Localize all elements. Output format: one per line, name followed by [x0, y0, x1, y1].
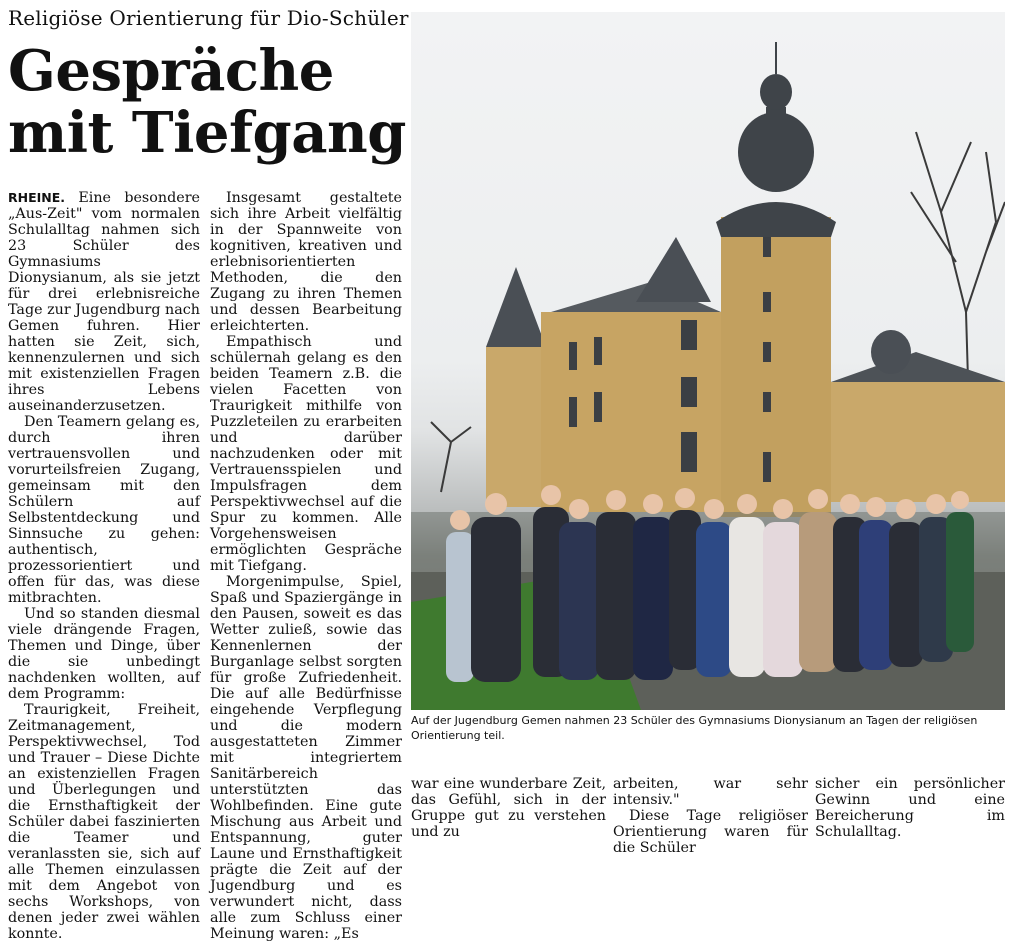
column-4-text-b: Diese Tage religiöser Orientierung waren für die Schüler: [613, 808, 808, 856]
big-tower: [721, 217, 831, 517]
castle-photo-illustration: [411, 12, 1005, 710]
article-kicker: Religiöse Orientierung für Dio-Schüler: [8, 6, 409, 30]
onion-top: [760, 74, 792, 110]
left-tower-roof: [486, 267, 546, 347]
big-tower-roof: [716, 202, 836, 237]
column-1-paragraph-1: [8, 190, 200, 414]
column-2-paragraph-1: Insgesamt gestaltete sich ihre Arbeit vielfältig in der Spannweite von kognitiven, kreativen und erlebnisorientierten Methoden, die den Zugang zu ihren Themen und dessen Bearbeitung erleichterten.: [210, 190, 402, 334]
gable-roof: [636, 237, 711, 302]
article-column-4: [613, 776, 808, 856]
column-5-text: sicher ein persönlicher Gewinn und eine Bereicherung im Schulalltag.: [815, 776, 1005, 840]
photo-caption: Auf der Jugendburg Gemen nahmen 23 Schüler des Gymnasiums Dionysianum an Tagen der religiösen Orientierung teil.: [411, 714, 978, 742]
headline-line-1: Gespräche: [8, 38, 334, 104]
left-tower: [486, 347, 546, 507]
article-column-2: [210, 190, 402, 942]
article-column-3: [411, 776, 606, 840]
column-3-text: war eine wunderbare Zeit, das Gefühl, sich in der Gruppe gut zu verstehen und zu: [411, 776, 606, 840]
article-headline: [8, 40, 408, 164]
column-2-paragraph-3: Morgenimpulse, Spiel, Spaß und Spaziergänge in den Pausen, soweit es das Wetter zuließ, sowie das Kennenlernen der Burganlage selbst sorgten für große Zufriedenheit. Die auf alle Bedürfnisse eingehende Verpflegung und die modern ausgestatteten Zimmer mit integriertem Sanitärbereich unterstützten das Wohlbefinden. Eine gute Mischung aus Arbeit und Entspannung, guter Laune und Ernsthaftigkeit prägte die Zeit auf der Jugendburg und es verwundert nicht, dass alle zum Schluss einer Meinung waren: „Es: [210, 574, 402, 942]
column-1-paragraph-3: Und so standen diesmal viele drängende Fragen, Themen und Dinge, über die sie unbedingt nachdenken wollten, auf dem Programm:: [8, 606, 200, 702]
column-4-text-a: arbeiten, war sehr intensiv.": [613, 776, 808, 808]
column-1-paragraph-2: Den Teamern gelang es, durch ihren vertrauensvollen und vorurteilsfreien Zugang, gemeinsam mit den Schülern auf Selbstentdeckung und Sinnsuche zu gehen: authentisch, prozessorientiert und offen für das, was diese mitbrachten.: [8, 414, 200, 606]
right-wing-roof: [831, 352, 1005, 382]
column-2-paragraph-2: Empathisch und schülernah gelang es den beiden Teamern z.B. die vielen Facetten von Traurigkeit mithilfe von Puzzleteilen zu erarbeiten und darüber nachzudenken oder mit Vertrauensspielen und Impulsfragen dem Perspektivwechsel auf die Spur zu kommen. Alle Vorgehensweisen ermöglichten Gespräche mit Tiefgang.: [210, 334, 402, 574]
dateline: RHEINE.: [8, 190, 66, 205]
headline-line-2: mit Tiefgang: [8, 100, 406, 166]
lantern: [766, 107, 786, 129]
right-wing: [831, 382, 1005, 502]
column-1-paragraph-4: Traurigkeit, Freiheit, Zeitmanagement, Perspektivwechsel, Tod und Trauer – Diese Dichte an existenziellen Fragen und Überlegungen und die Ernsthaftigkeit der Schüler dabei faszinierten die Teamer und veranlassten sie, sich auf alle Themen einzulassen mit dem Angebot von sechs Workshops, von denen jeder zwei wählen konnte.: [8, 702, 200, 942]
article-column-5: [815, 776, 1005, 840]
small-tower-dome: [871, 330, 911, 374]
lead-text: Eine besondere „Aus-Zeit" vom normalen Schulalltag nahmen sich 23 Schüler des Gymnasiums Dionysianum, als sie jetzt für drei erlebnisreiche Tage zur Jugendburg nach Gemen fuhren. Hier hatten sie Zeit, sich, kennenzulernen und sich mit existenziellen Fragen ihres Lebens auseinanderzusetzen.: [8, 190, 200, 414]
article-column-1: [8, 190, 200, 942]
group-photo: [411, 12, 1005, 710]
